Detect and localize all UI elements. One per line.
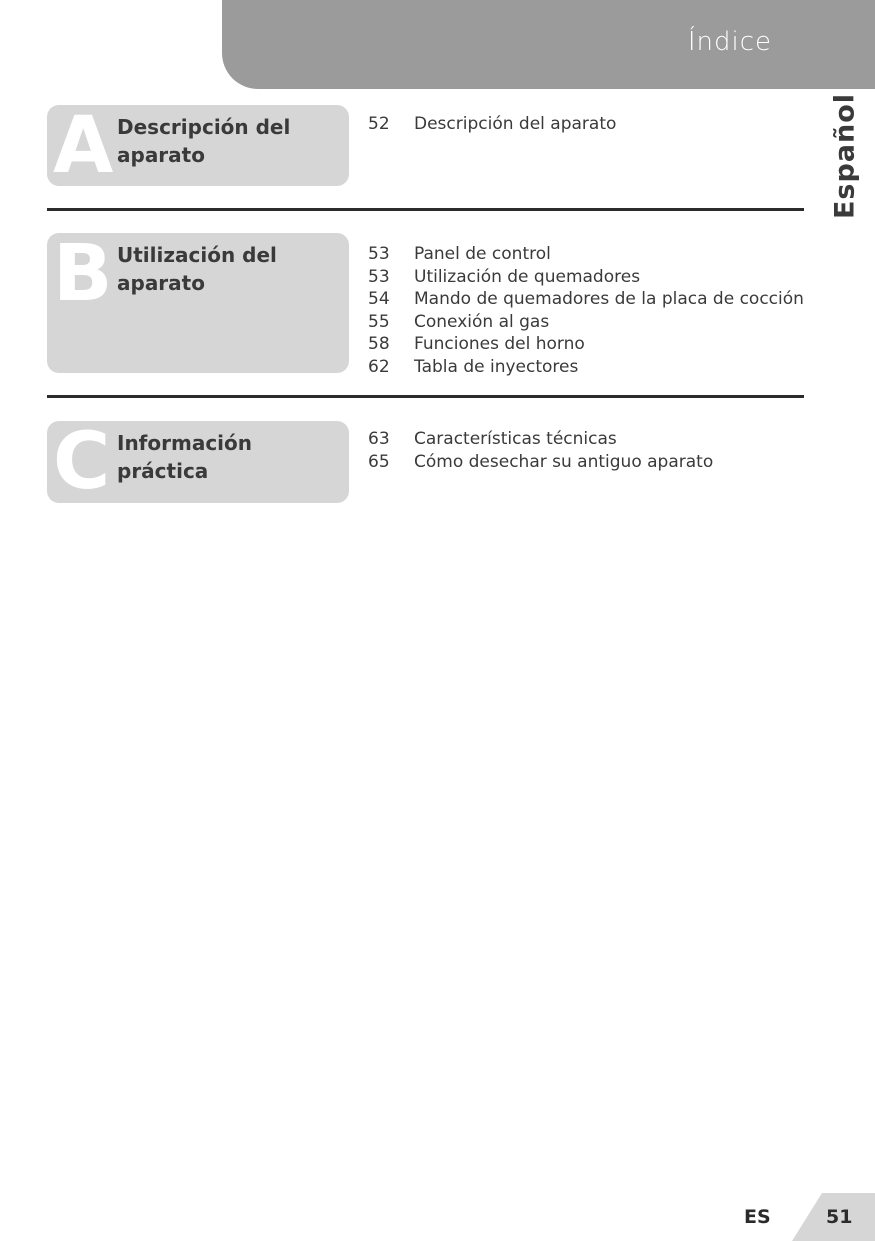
toc-entry-text: Funciones del horno (414, 334, 585, 355)
section-a-entries (368, 113, 616, 136)
section-b-entries (368, 243, 804, 379)
toc-entry[interactable] (368, 243, 804, 266)
toc-entry[interactable] (368, 333, 804, 356)
toc-page-number: 53 (368, 266, 390, 287)
section-title: Información práctica (117, 431, 253, 483)
footer-language-code: ES (744, 1206, 771, 1228)
section-divider (47, 208, 804, 211)
toc-page-number: 63 (368, 429, 390, 449)
toc-page-number: 52 (368, 114, 390, 134)
toc-entry-text: Utilización de quemadores (414, 266, 641, 287)
section-title: Utilización del aparato (117, 243, 277, 295)
toc-entry-text: Tabla de inyectores (414, 356, 579, 377)
toc-page-number: 53 (368, 244, 390, 264)
toc-entry-text: Descripción del aparato (414, 114, 617, 134)
toc-page-number: 55 (368, 311, 390, 332)
toc-entry[interactable] (368, 311, 804, 334)
section-letter: B (53, 229, 113, 319)
toc-entry[interactable] (368, 266, 804, 289)
section-c-box[interactable] (47, 417, 349, 507)
footer-page-number: 51 (826, 1206, 853, 1228)
toc-page-number: 62 (368, 356, 390, 377)
page-title: Índice (687, 27, 772, 57)
header-bar (222, 0, 875, 89)
toc-entry-text: Panel de control (414, 244, 551, 264)
section-c-entries (368, 428, 713, 473)
toc-page-number: 58 (368, 334, 390, 355)
toc-entry-text: Mando de quemadores de la placa de cocción (414, 289, 804, 310)
section-a-box[interactable] (47, 101, 349, 191)
toc-entry-text: Cómo desechar su antiguo aparato (414, 451, 714, 472)
toc-page-number: 54 (368, 289, 390, 310)
toc-page-number: 65 (368, 451, 390, 472)
toc-entry[interactable] (368, 113, 616, 136)
toc-entry[interactable] (368, 356, 804, 379)
section-b-box[interactable] (47, 229, 349, 373)
toc-entry[interactable] (368, 428, 713, 451)
language-label: Español (829, 92, 861, 220)
section-divider (47, 395, 804, 398)
toc-entry-text: Conexión al gas (414, 311, 550, 332)
section-letter: C (53, 417, 111, 507)
toc-entry[interactable] (368, 451, 713, 474)
toc-entry[interactable] (368, 288, 804, 311)
toc-entry-text: Características técnicas (414, 429, 617, 449)
section-letter: A (53, 101, 114, 191)
section-title: Descripción del aparato (117, 115, 291, 167)
